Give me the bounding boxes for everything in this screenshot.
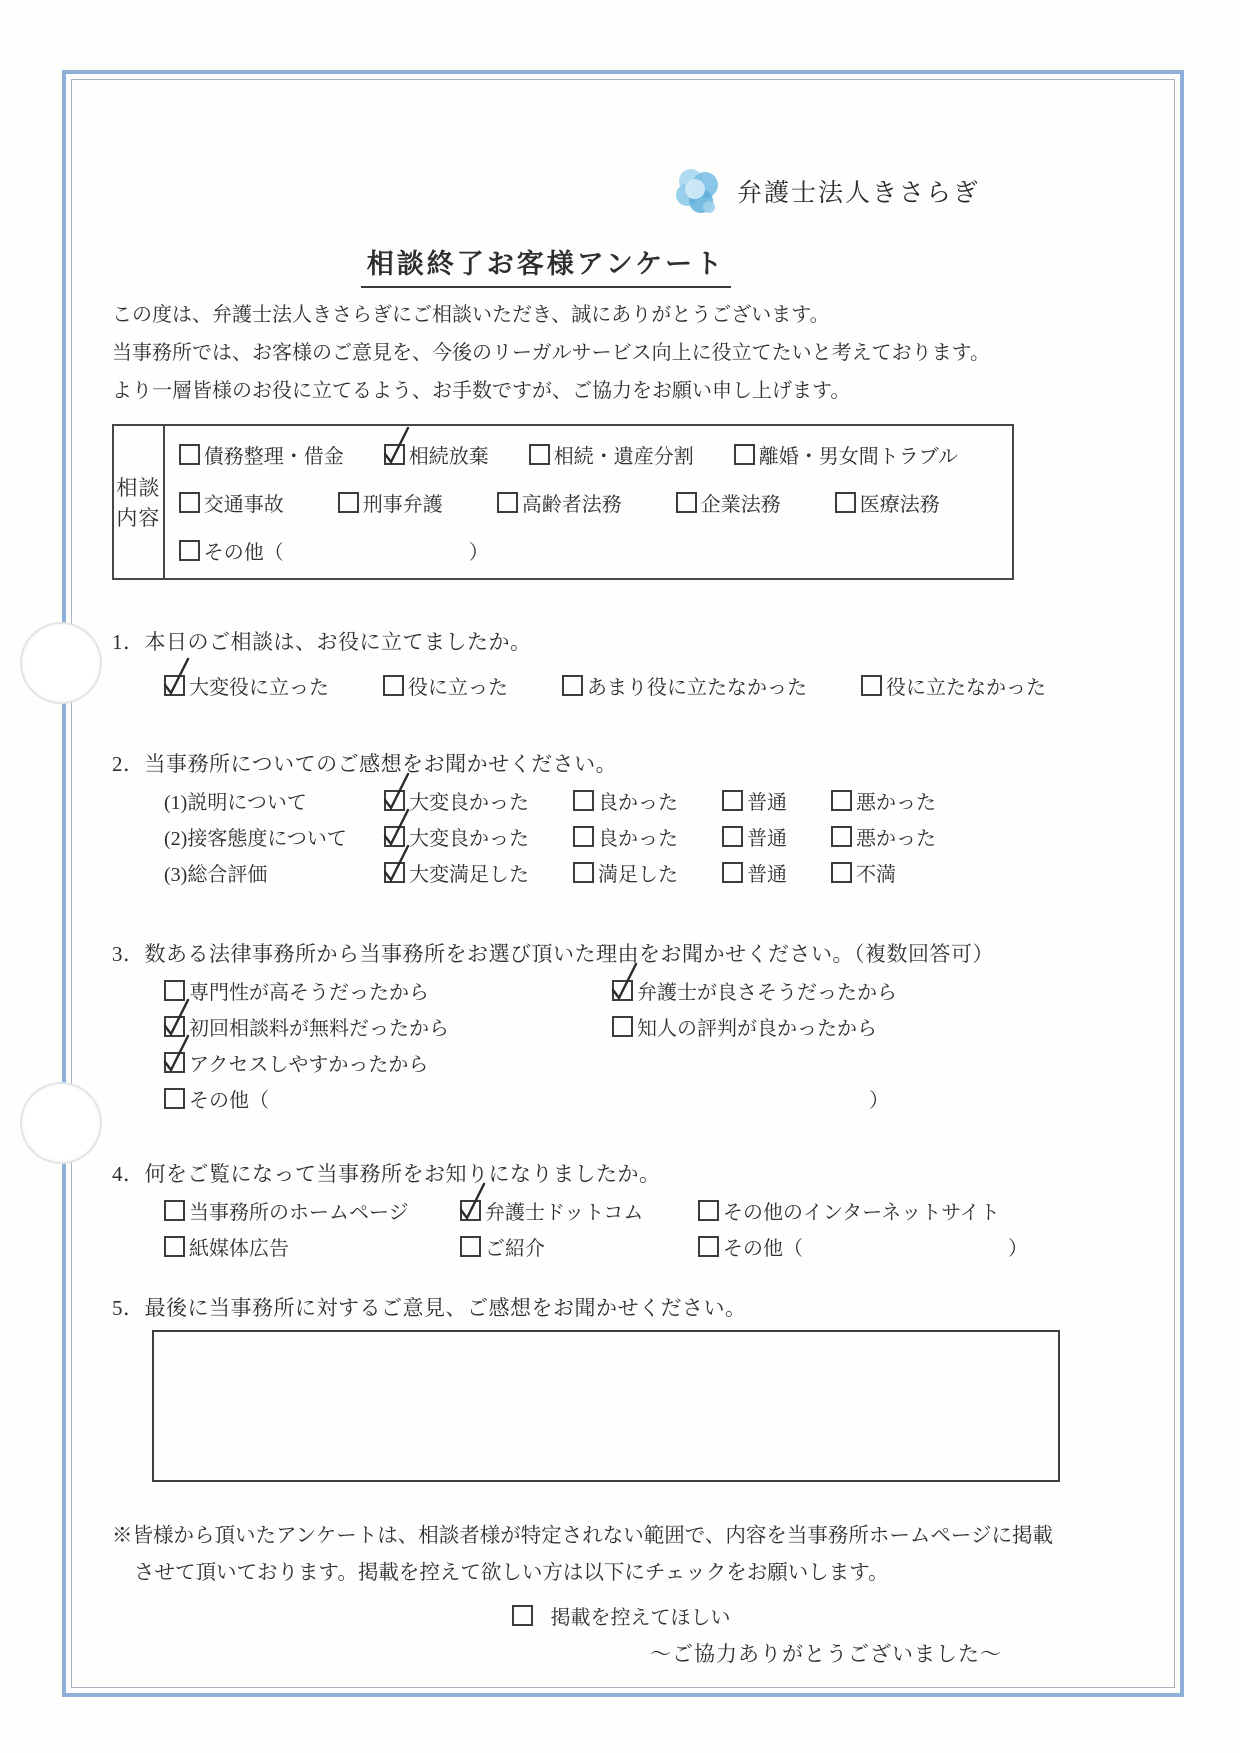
option-label: 相続放棄 (408, 445, 489, 468)
question-1-heading: 1．本日のご相談は、お役に立てましたか。 (112, 630, 532, 654)
option-label: 役に立たなかった (886, 676, 1046, 699)
blank-write-in-space[interactable] (269, 1098, 869, 1099)
question-3-row-4 (164, 1080, 1130, 1116)
checkbox-option[interactable] (179, 536, 489, 565)
checkbox-option[interactable] (164, 1084, 889, 1113)
checkbox-option[interactable] (384, 440, 489, 469)
option-label: 満足した (598, 863, 678, 886)
question-2-row-1 (164, 782, 1130, 818)
checkbox-option[interactable] (164, 671, 329, 700)
option-label: 大変良かった (409, 791, 529, 814)
checkbox-option[interactable] (612, 976, 897, 1005)
checkbox-option[interactable] (698, 1196, 1000, 1225)
title-row (112, 242, 980, 288)
checkbox-option[interactable] (383, 671, 508, 700)
comment-box[interactable] (152, 1330, 1060, 1482)
question-4-rows (112, 1192, 1130, 1264)
question-2-row-2-label: (2)接客態度について (164, 827, 347, 850)
checkbox-icon[interactable] (831, 826, 852, 847)
checkbox-icon[interactable] (179, 540, 200, 561)
option-label: 企業法務 (700, 493, 781, 516)
checkbox-checked-icon[interactable] (164, 675, 185, 696)
checkbox-option[interactable] (573, 858, 678, 887)
question-2-row-2-options (384, 818, 980, 854)
paren-close: ） (1008, 1237, 1028, 1260)
page-border-frame (62, 70, 1184, 1697)
checkbox-option[interactable] (835, 488, 940, 517)
option-label: 高齢者法務 (521, 493, 622, 516)
closing-message: ～ご協力ありがとうございました～ (650, 1642, 1002, 1666)
checkbox-icon[interactable] (179, 444, 200, 465)
option-label: 良かった (598, 827, 678, 850)
option-label: その他（ (203, 541, 284, 564)
handwritten-check-icon (607, 960, 641, 1004)
paren-close: ） (468, 541, 489, 564)
checkbox-checked-icon[interactable] (384, 444, 405, 465)
option-label: 普通 (747, 863, 787, 886)
checkbox-option[interactable] (562, 671, 807, 700)
checkbox-option[interactable] (164, 1232, 460, 1261)
option-label: 掲載を控えてほしい (550, 1606, 731, 1629)
page-title: 相談終了お客様アンケート (361, 242, 731, 288)
checkbox-option[interactable] (384, 858, 529, 887)
checkbox-option[interactable] (179, 440, 344, 469)
publication-note-line-2: させて頂いております。掲載を控えて欲しい方は以下にチェックをお願いします。 (134, 1562, 889, 1584)
blank-write-in-space[interactable] (803, 1246, 1008, 1247)
handwritten-check-icon (379, 842, 413, 886)
checkbox-icon[interactable] (676, 492, 697, 513)
option-label: 不満 (856, 863, 896, 886)
checkbox-icon[interactable] (722, 826, 743, 847)
option-label: あまり役に立たなかった (587, 676, 807, 699)
question-3-row-1 (164, 972, 1130, 1008)
question-3-row-2 (164, 1008, 1130, 1044)
checkbox-option[interactable] (573, 822, 678, 851)
checkbox-icon[interactable] (698, 1200, 719, 1221)
option-label: ご紹介 (485, 1237, 545, 1260)
option-label: 相続・遺産分割 (553, 445, 694, 468)
checkbox-option[interactable] (164, 976, 612, 1005)
question-2-row-3-options (384, 854, 940, 890)
consultation-topic-table (112, 424, 1014, 580)
option-label: 大変役に立った (189, 676, 329, 699)
publication-note (112, 1518, 1130, 1592)
checkbox-icon[interactable] (179, 492, 200, 513)
question-2-row-1-label: (1)説明について (164, 791, 307, 814)
checkbox-icon[interactable] (573, 790, 594, 811)
checkbox-option[interactable] (460, 1196, 698, 1225)
intro-line: この度は、弁護士法人きさらぎにご相談いただき、誠にありがとうございます。 (112, 304, 830, 326)
checkbox-icon[interactable] (164, 1200, 185, 1221)
option-label: 紙媒体広告 (189, 1237, 289, 1260)
question-2-row-1-options (384, 782, 980, 818)
option-label: 大変満足した (409, 863, 529, 886)
checkbox-option[interactable] (722, 786, 787, 815)
handwritten-check-icon (159, 1032, 193, 1076)
checkbox-option[interactable] (734, 440, 958, 469)
option-label: その他（ (189, 1089, 269, 1112)
question-4-row-1 (164, 1192, 1130, 1228)
question-3-row-3 (164, 1044, 1130, 1080)
checkbox-option[interactable] (676, 488, 781, 517)
checkbox-option[interactable] (512, 1601, 731, 1630)
checkbox-icon[interactable] (734, 444, 755, 465)
checkbox-checked-icon[interactable] (460, 1200, 481, 1221)
question-4-heading: 4．何をご覧になって当事務所をお知りになりましたか。 (112, 1162, 661, 1186)
checkbox-icon[interactable] (497, 492, 518, 513)
checkbox-option[interactable] (831, 786, 936, 815)
checkbox-icon[interactable] (612, 1016, 633, 1037)
firm-name: 弁護士法人きさらぎ (736, 180, 980, 207)
logo-blossom-icon (671, 163, 725, 219)
checkbox-option[interactable] (164, 1012, 612, 1041)
handwritten-check-icon (455, 1180, 489, 1224)
checkbox-option[interactable] (722, 822, 787, 851)
topic-row-2 (179, 478, 998, 526)
handwritten-check-icon (379, 424, 413, 468)
option-label: その他（ (723, 1237, 803, 1260)
paren-close: ） (869, 1089, 889, 1112)
checkbox-icon[interactable] (573, 826, 594, 847)
publication-note-line-1: ※皆様から頂いたアンケートは、相談者様が特定されない範囲で、内容を当事務所ホームページに掲載 (112, 1525, 1053, 1547)
question-5-heading: 5．最後に当事務所に対するご意見、ご感想をお聞かせください。 (112, 1296, 747, 1320)
intro-line: 当事務所では、お客様のご意見を、今後のリーガルサービス向上に役立てたいと考えております。 (112, 342, 990, 364)
option-label: 交通事故 (203, 493, 284, 516)
checkbox-icon[interactable] (383, 675, 404, 696)
page-content (66, 74, 1180, 1693)
checkbox-icon[interactable] (722, 862, 743, 883)
option-label: 役に立った (408, 676, 508, 699)
checkbox-icon[interactable] (529, 444, 550, 465)
checkbox-icon[interactable] (861, 675, 882, 696)
question-3-rows (112, 972, 1130, 1116)
checkbox-option[interactable] (338, 488, 443, 517)
option-label: 悪かった (856, 791, 936, 814)
handwritten-check-icon (159, 655, 193, 699)
checkbox-icon[interactable] (164, 1236, 185, 1257)
checkbox-icon[interactable] (835, 492, 856, 513)
option-label: その他のインターネットサイト (723, 1201, 1000, 1224)
option-label: アクセスしやすかったから (189, 1053, 429, 1076)
question-2-row-3-label: (3)総合評価 (164, 863, 268, 886)
option-label: 普通 (747, 827, 787, 850)
option-label: 医療法務 (859, 493, 940, 516)
option-label: 離婚・男女間トラブル (758, 445, 958, 468)
checkbox-option[interactable] (831, 822, 936, 851)
option-label: 初回相談料が無料だったから (189, 1017, 449, 1040)
option-label: 刑事弁護 (362, 493, 443, 516)
checkbox-option[interactable] (573, 786, 678, 815)
checkbox-icon[interactable] (573, 862, 594, 883)
option-label: 知人の評判が良かったから (637, 1017, 877, 1040)
checkbox-option[interactable] (722, 858, 787, 887)
checkbox-icon[interactable] (562, 675, 583, 696)
intro-line: より一層皆様のお役に立てるよう、お手数ですが、ご協力をお願い申し上げます。 (112, 380, 851, 402)
checkbox-icon[interactable] (698, 1236, 719, 1257)
checkbox-option[interactable] (861, 671, 1046, 700)
checkbox-checked-icon[interactable] (384, 862, 405, 883)
checkbox-icon[interactable] (831, 862, 852, 883)
checkbox-icon[interactable] (831, 790, 852, 811)
topic-row-1 (179, 430, 998, 478)
checkbox-checked-icon[interactable] (164, 1052, 185, 1073)
question-2-rows (112, 782, 1130, 890)
topic-table-header: 相談内容 (113, 425, 164, 579)
option-label: 債務整理・借金 (203, 445, 344, 468)
question-4-row-2 (164, 1228, 1130, 1264)
topic-row-3 (179, 526, 998, 574)
checkbox-option[interactable] (164, 1196, 460, 1225)
option-label: 弁護士が良さそうだったから (637, 981, 897, 1004)
firm-logo (112, 162, 1130, 220)
checkbox-icon[interactable] (338, 492, 359, 513)
checkbox-icon[interactable] (512, 1605, 533, 1626)
option-label: 悪かった (856, 827, 936, 850)
checkbox-option[interactable] (497, 488, 622, 517)
question-2-row-2 (164, 818, 1130, 854)
checkbox-option[interactable] (179, 488, 284, 517)
question-2-row-3 (164, 854, 1130, 890)
option-label: 当事務所のホームページ (189, 1201, 409, 1224)
blank-write-in-space[interactable] (284, 550, 469, 551)
checkbox-option[interactable] (529, 440, 694, 469)
question-1-options (112, 666, 1130, 704)
checkbox-option[interactable] (164, 1048, 612, 1077)
optout-checkbox-row (112, 1598, 1130, 1632)
intro-paragraph (112, 296, 1130, 410)
question-2-heading: 2．当事務所についてのご感想をお聞かせください。 (112, 752, 618, 776)
checkbox-option[interactable] (460, 1232, 698, 1261)
option-label: 良かった (598, 791, 678, 814)
checkbox-icon[interactable] (460, 1236, 481, 1257)
option-label: 普通 (747, 791, 787, 814)
checkbox-option[interactable] (612, 1012, 877, 1041)
checkbox-option[interactable] (831, 858, 896, 887)
option-label: 弁護士ドットコム (485, 1201, 644, 1224)
checkbox-option[interactable] (698, 1232, 1028, 1261)
option-label: 専門性が高そうだったから (189, 981, 429, 1004)
option-label: 大変良かった (409, 827, 529, 850)
topic-table-options-cell (164, 425, 1013, 579)
checkbox-icon[interactable] (722, 790, 743, 811)
checkbox-icon[interactable] (164, 1088, 185, 1109)
question-3-heading: 3．数ある法律事務所から当事務所をお選び頂いた理由をお聞かせください。（複数回答可） (112, 942, 994, 966)
checkbox-checked-icon[interactable] (612, 980, 633, 1001)
